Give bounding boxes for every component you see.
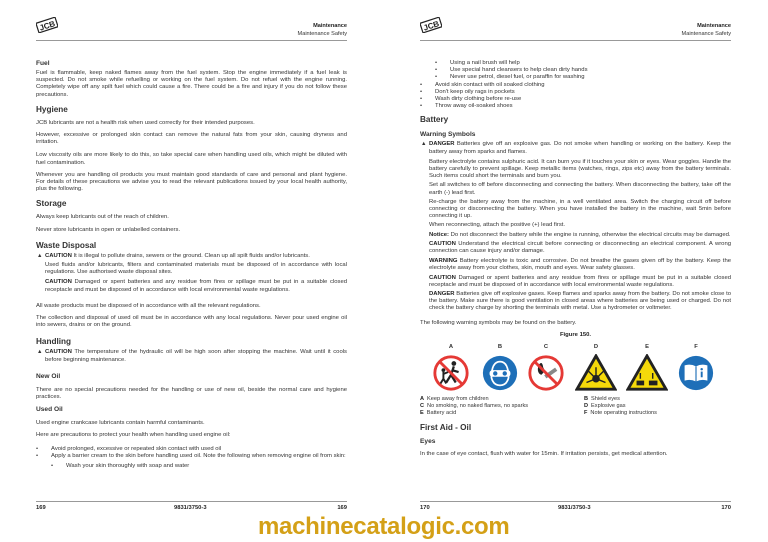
warning-label: WARNING bbox=[429, 258, 458, 265]
caution-text: It is illegal to pollute drains, sewers or the ground. Clean up all spilt fluids and/or lubricants. bbox=[71, 252, 310, 259]
heading-eyes: Eyes bbox=[420, 438, 436, 446]
footer-page-left: 169 bbox=[36, 505, 46, 511]
notice bbox=[429, 232, 731, 239]
list-item-text: Avoid prolonged, excessive or repeated skin contact with used oil bbox=[51, 445, 222, 452]
hygiene-p4: Whenever you are handling oil products you must maintain good standards of care and personal and plant hygiene. For details of these precautions we advise you to read the relevant publications issued by your local health authority, plus the following. bbox=[36, 171, 347, 193]
heading-waste-disposal: Waste Disposal bbox=[36, 240, 97, 250]
header-rule bbox=[36, 40, 347, 41]
sub-list-item: • Wash your skin thoroughly with soap and water bbox=[51, 463, 347, 470]
warning-triangle-icon: ▲ bbox=[37, 252, 43, 259]
caution-text: Damaged or spent batteries and any residue from fires or spillage must be put in a suitable closed receptacle and must be disposed of in accordance with local environmental waste regulations. bbox=[429, 274, 731, 288]
symbol-letter: E bbox=[645, 344, 649, 351]
legend-letter: A bbox=[420, 396, 425, 403]
handling-caution bbox=[37, 349, 347, 363]
danger-2 bbox=[429, 291, 731, 313]
caution-label: CAUTION bbox=[429, 274, 456, 281]
footer-page-right: 169 bbox=[337, 505, 347, 511]
header-section: Maintenance bbox=[697, 23, 731, 29]
footer-page-right: 170 bbox=[721, 505, 731, 511]
symbol-letter: C bbox=[543, 344, 549, 351]
list-item: • Throw away oil-soaked shoes bbox=[420, 103, 731, 110]
footer-doc-number: 9831/3750-3 bbox=[558, 505, 591, 511]
legend-letter: C bbox=[420, 403, 425, 410]
goggles-icon bbox=[481, 354, 519, 392]
symbol-letter: F bbox=[694, 344, 698, 351]
usedoil-p1: Used engine crankcase lubricants contain harmful contaminants. bbox=[36, 420, 205, 427]
symbol-b bbox=[480, 344, 520, 392]
switches-text: Set all switches to off before disconnecting and connecting the battery. When disconnecting the battery, take off the earth (-) lead first. bbox=[429, 182, 731, 196]
legend-letter: F bbox=[584, 410, 588, 417]
footer-doc-number: 9831/3750-3 bbox=[174, 505, 207, 511]
reconnect-text: When reconnecting, attach the positive (+) lead first. bbox=[429, 222, 566, 229]
caution-text: Understand the electrical circuit before connecting or disconnecting an electrical component. A wrong connection can cause injury and/or damage. bbox=[429, 240, 731, 255]
list-item-text: Using a nail brush will help bbox=[450, 60, 520, 66]
symbol-letter: D bbox=[593, 344, 599, 351]
danger-1 bbox=[421, 141, 731, 155]
symbol-c bbox=[526, 344, 566, 392]
legend-text: No smoking, no naked flames, no sparks bbox=[427, 403, 529, 410]
page-170 bbox=[384, 0, 768, 542]
warning bbox=[429, 258, 731, 272]
sub-list-item: • Using a nail brush will help bbox=[435, 60, 731, 67]
waste-caution-1 bbox=[37, 252, 347, 260]
watermark: machinecatalogic.com bbox=[258, 513, 510, 540]
legend-text: Battery acid bbox=[426, 410, 457, 417]
heading-storage: Storage bbox=[36, 199, 67, 209]
header-section: Maintenance bbox=[313, 23, 347, 29]
symbol-e bbox=[625, 344, 669, 392]
heading-warning-symbols: Warning Symbols bbox=[420, 131, 476, 139]
caution-label: CAUTION bbox=[429, 240, 456, 247]
list-item-text: Don't keep oily rags in pockets bbox=[435, 88, 515, 95]
waste-p1: All waste products must be disposed of in accordance with all the relevant regulations. bbox=[36, 302, 261, 309]
caution-text: The temperature of the hydraulic oil will be high soon after stopping the machine. Wait until it cools before beginning maintenance. bbox=[45, 349, 347, 363]
header-subsection: Maintenance Safety bbox=[297, 31, 347, 37]
danger-text: Batteries give off explosive gases. Keep flames and sparks away from the battery. Do not smoke close to the battery. Make sure there is good ventilation in closed areas where batteries are being used or charged. Do not check the battery charge by shorting the terminals with metal. Use a hydrometer or voltmeter. bbox=[429, 291, 731, 312]
symbol-f bbox=[676, 344, 716, 392]
caution-1 bbox=[429, 241, 731, 255]
list-item-text: Wash your skin thoroughly with soap and water bbox=[66, 463, 190, 470]
notice-text: Do not disconnect the battery while the engine is running, otherwise the electrical circuits may be damaged. bbox=[448, 231, 731, 238]
svg-text:JCB: JCB bbox=[38, 19, 57, 33]
heading-new-oil: New Oil bbox=[36, 372, 61, 380]
list-item: • Don't keep oily rags in pockets bbox=[420, 89, 731, 96]
storage-p2: Never store lubricants in open or unlabelled containers. bbox=[36, 226, 181, 233]
jcb-logo bbox=[36, 17, 58, 33]
legend-text: Note operating instructions bbox=[590, 410, 657, 417]
no-children-icon bbox=[432, 354, 470, 392]
caution-label: CAUTION bbox=[45, 252, 72, 259]
page-body bbox=[420, 60, 731, 458]
hygiene-p3: Low viscosity oils are more likely to do this, so take special care when handling used oils, which might be diluted with fuel contamination. bbox=[36, 152, 347, 166]
sub-list-item: • Use special hand cleansers to help clean dirty hands bbox=[435, 67, 731, 74]
jcb-logo bbox=[420, 17, 442, 33]
list-item-text: Apply a barrier cream to the skin before handling used oil. Note the following when removing engine oil from skin: bbox=[51, 452, 346, 459]
danger-text: Batteries give off an explosive gas. Do not smoke when handling or working on the battery. Keep the battery away from sparks and flames. bbox=[429, 141, 731, 155]
symbol-a bbox=[431, 344, 471, 392]
danger-label: DANGER bbox=[429, 291, 455, 298]
svg-text:JCB: JCB bbox=[422, 19, 441, 33]
list-item-text: Never use petrol, diesel fuel, or paraffin for washing bbox=[450, 74, 585, 81]
figure-caption: Figure 150. bbox=[559, 331, 592, 338]
legend-text: Shield eyes bbox=[591, 396, 620, 403]
header-rule bbox=[420, 40, 731, 41]
footer-rule bbox=[36, 501, 347, 502]
caution-label: CAUTION bbox=[45, 279, 72, 286]
waste-p2: The collection and disposal of used oil must be in accordance with any local regulations. Never pour used engine oil into sewers, drains or on the ground. bbox=[36, 315, 347, 329]
list-item: • Avoid prolonged, excessive or repeated skin contact with used oil bbox=[36, 446, 347, 453]
symbol-letter: B bbox=[497, 344, 503, 351]
recharge-text: Re-charge the battery away from the machine, in a well ventilated area. Switch the charging circuit off before connecting or disconnecting the battery. When you have installed the battery in the machine, wait 5min before connecting it up. bbox=[429, 198, 731, 220]
hygiene-p2: However, excessive or prolonged skin contact can remove the natural fats from your skin, causing dryness and irritation. bbox=[36, 132, 347, 146]
list-item: • Avoid skin contact with oil soaked clothing bbox=[420, 82, 731, 89]
legend-letter: B bbox=[584, 396, 589, 403]
list-item: • Wash dirty clothing before re-use bbox=[420, 96, 731, 103]
warning-text: Battery electrolyte is toxic and corrosive. Do not breathe the gases given off by the battery. Keep the electrolyte away from your clothes, skin, mouth and eyes. Wear safety glasses. bbox=[429, 258, 731, 272]
heading-battery: Battery bbox=[420, 115, 449, 125]
page-header bbox=[682, 22, 731, 38]
legend-text: Keep away from children bbox=[427, 396, 489, 403]
legend-a bbox=[420, 396, 584, 403]
eyes-text: In the case of eye contact, flush with water for 15min. If irritation persists, get medical attention. bbox=[420, 451, 668, 458]
legend-letter: E bbox=[420, 410, 424, 417]
warning-triangle-icon: ▲ bbox=[421, 141, 427, 148]
footer-page-left: 170 bbox=[420, 505, 430, 511]
list-item-text: Throw away oil-soaked shoes bbox=[435, 103, 513, 110]
caution-label: CAUTION bbox=[45, 349, 72, 356]
heading-used-oil: Used Oil bbox=[36, 406, 63, 414]
caution-text: Damaged or spent batteries and any residue from fires or spillage must be put in a suitable closed receptacle and must be disposed of in accordance with local environmental waste regulations. bbox=[45, 279, 347, 293]
list-item-text: Use special hand cleansers to help clean dirty hands bbox=[450, 67, 588, 74]
legend-c bbox=[420, 403, 584, 410]
legend-d bbox=[584, 403, 731, 410]
usedoil-p2: Here are precautions to protect your health when handling used engine oil: bbox=[36, 432, 231, 439]
legend-text: Explosive gas bbox=[591, 403, 626, 410]
no-smoking-icon bbox=[527, 354, 565, 392]
list-item-text: Avoid skin contact with oil soaked clothing bbox=[435, 81, 545, 88]
header-subsection: Maintenance Safety bbox=[681, 31, 731, 37]
legend-f bbox=[584, 410, 731, 417]
fuel-text: Fuel is flammable, keep naked flames away from the fuel system. Stop the engine immediately if a fuel leak is suspected. Do not smoke while refuelling or working on the fuel system. Do not refuel with the engine running. Completely wipe off any spilt fuel which could cause a fire. There could be a fire and injury if you do not follow these precautions. bbox=[36, 70, 347, 98]
danger-label: DANGER bbox=[429, 141, 455, 148]
acid-icon bbox=[626, 354, 668, 392]
page-body bbox=[36, 60, 347, 470]
symbol-legend bbox=[420, 396, 731, 417]
notice-label: Notice: bbox=[429, 231, 449, 238]
heading-handling: Handling bbox=[36, 337, 72, 347]
symbol-letter: A bbox=[448, 344, 454, 351]
hygiene-p1: JCB lubricants are not a health risk when used correctly for their intended purposes. bbox=[36, 119, 255, 126]
symbol-d bbox=[574, 344, 618, 392]
manual-icon bbox=[677, 354, 715, 392]
warning-triangle-icon: ▲ bbox=[37, 349, 43, 356]
legend-letter: D bbox=[584, 403, 589, 410]
heading-hygiene: Hygiene bbox=[36, 104, 68, 114]
list-item: • Apply a barrier cream to the skin before handling used oil. Note the following when removing engine oil from skin: bbox=[36, 452, 346, 459]
heading-first-aid-oil: First Aid - Oil bbox=[420, 423, 472, 433]
legend-e bbox=[420, 410, 584, 417]
sub-list-item: • Never use petrol, diesel fuel, or paraffin for washing bbox=[435, 74, 731, 81]
legend-b bbox=[584, 396, 731, 403]
page-header bbox=[298, 22, 347, 38]
heading-fuel: Fuel bbox=[36, 60, 50, 67]
list-item-text: Wash dirty clothing before re-use bbox=[435, 96, 522, 103]
waste-caution-1-more: Used fluids and/or lubricants, filters and contaminated materials must be disposed of in accordance with local regulations. Use authorised waste disposal sites. bbox=[45, 262, 347, 276]
battery-electrolyte-text: Battery electrolyte contains sulphuric acid. It can burn you if it touches your skin or eyes. Wear goggles. Handle the battery carefully to prevent spillage. Keep metallic items (watches, rings, zips etc) away from the battery terminals. Such items could short the terminals and burn you. bbox=[429, 158, 731, 180]
newoil-text: There are no special precautions needed for the handling or use of new oil, beside the normal care and hygiene practices. bbox=[36, 386, 347, 401]
symbols-intro: The following warning symbols may be found on the battery. bbox=[420, 319, 577, 326]
footer-rule bbox=[420, 501, 731, 502]
caution-2 bbox=[429, 275, 731, 289]
waste-caution-2 bbox=[45, 279, 347, 293]
storage-p1: Always keep lubricants out of the reach of children. bbox=[36, 214, 169, 221]
explosive-icon bbox=[575, 354, 617, 392]
warning-symbols-figure bbox=[420, 344, 731, 392]
